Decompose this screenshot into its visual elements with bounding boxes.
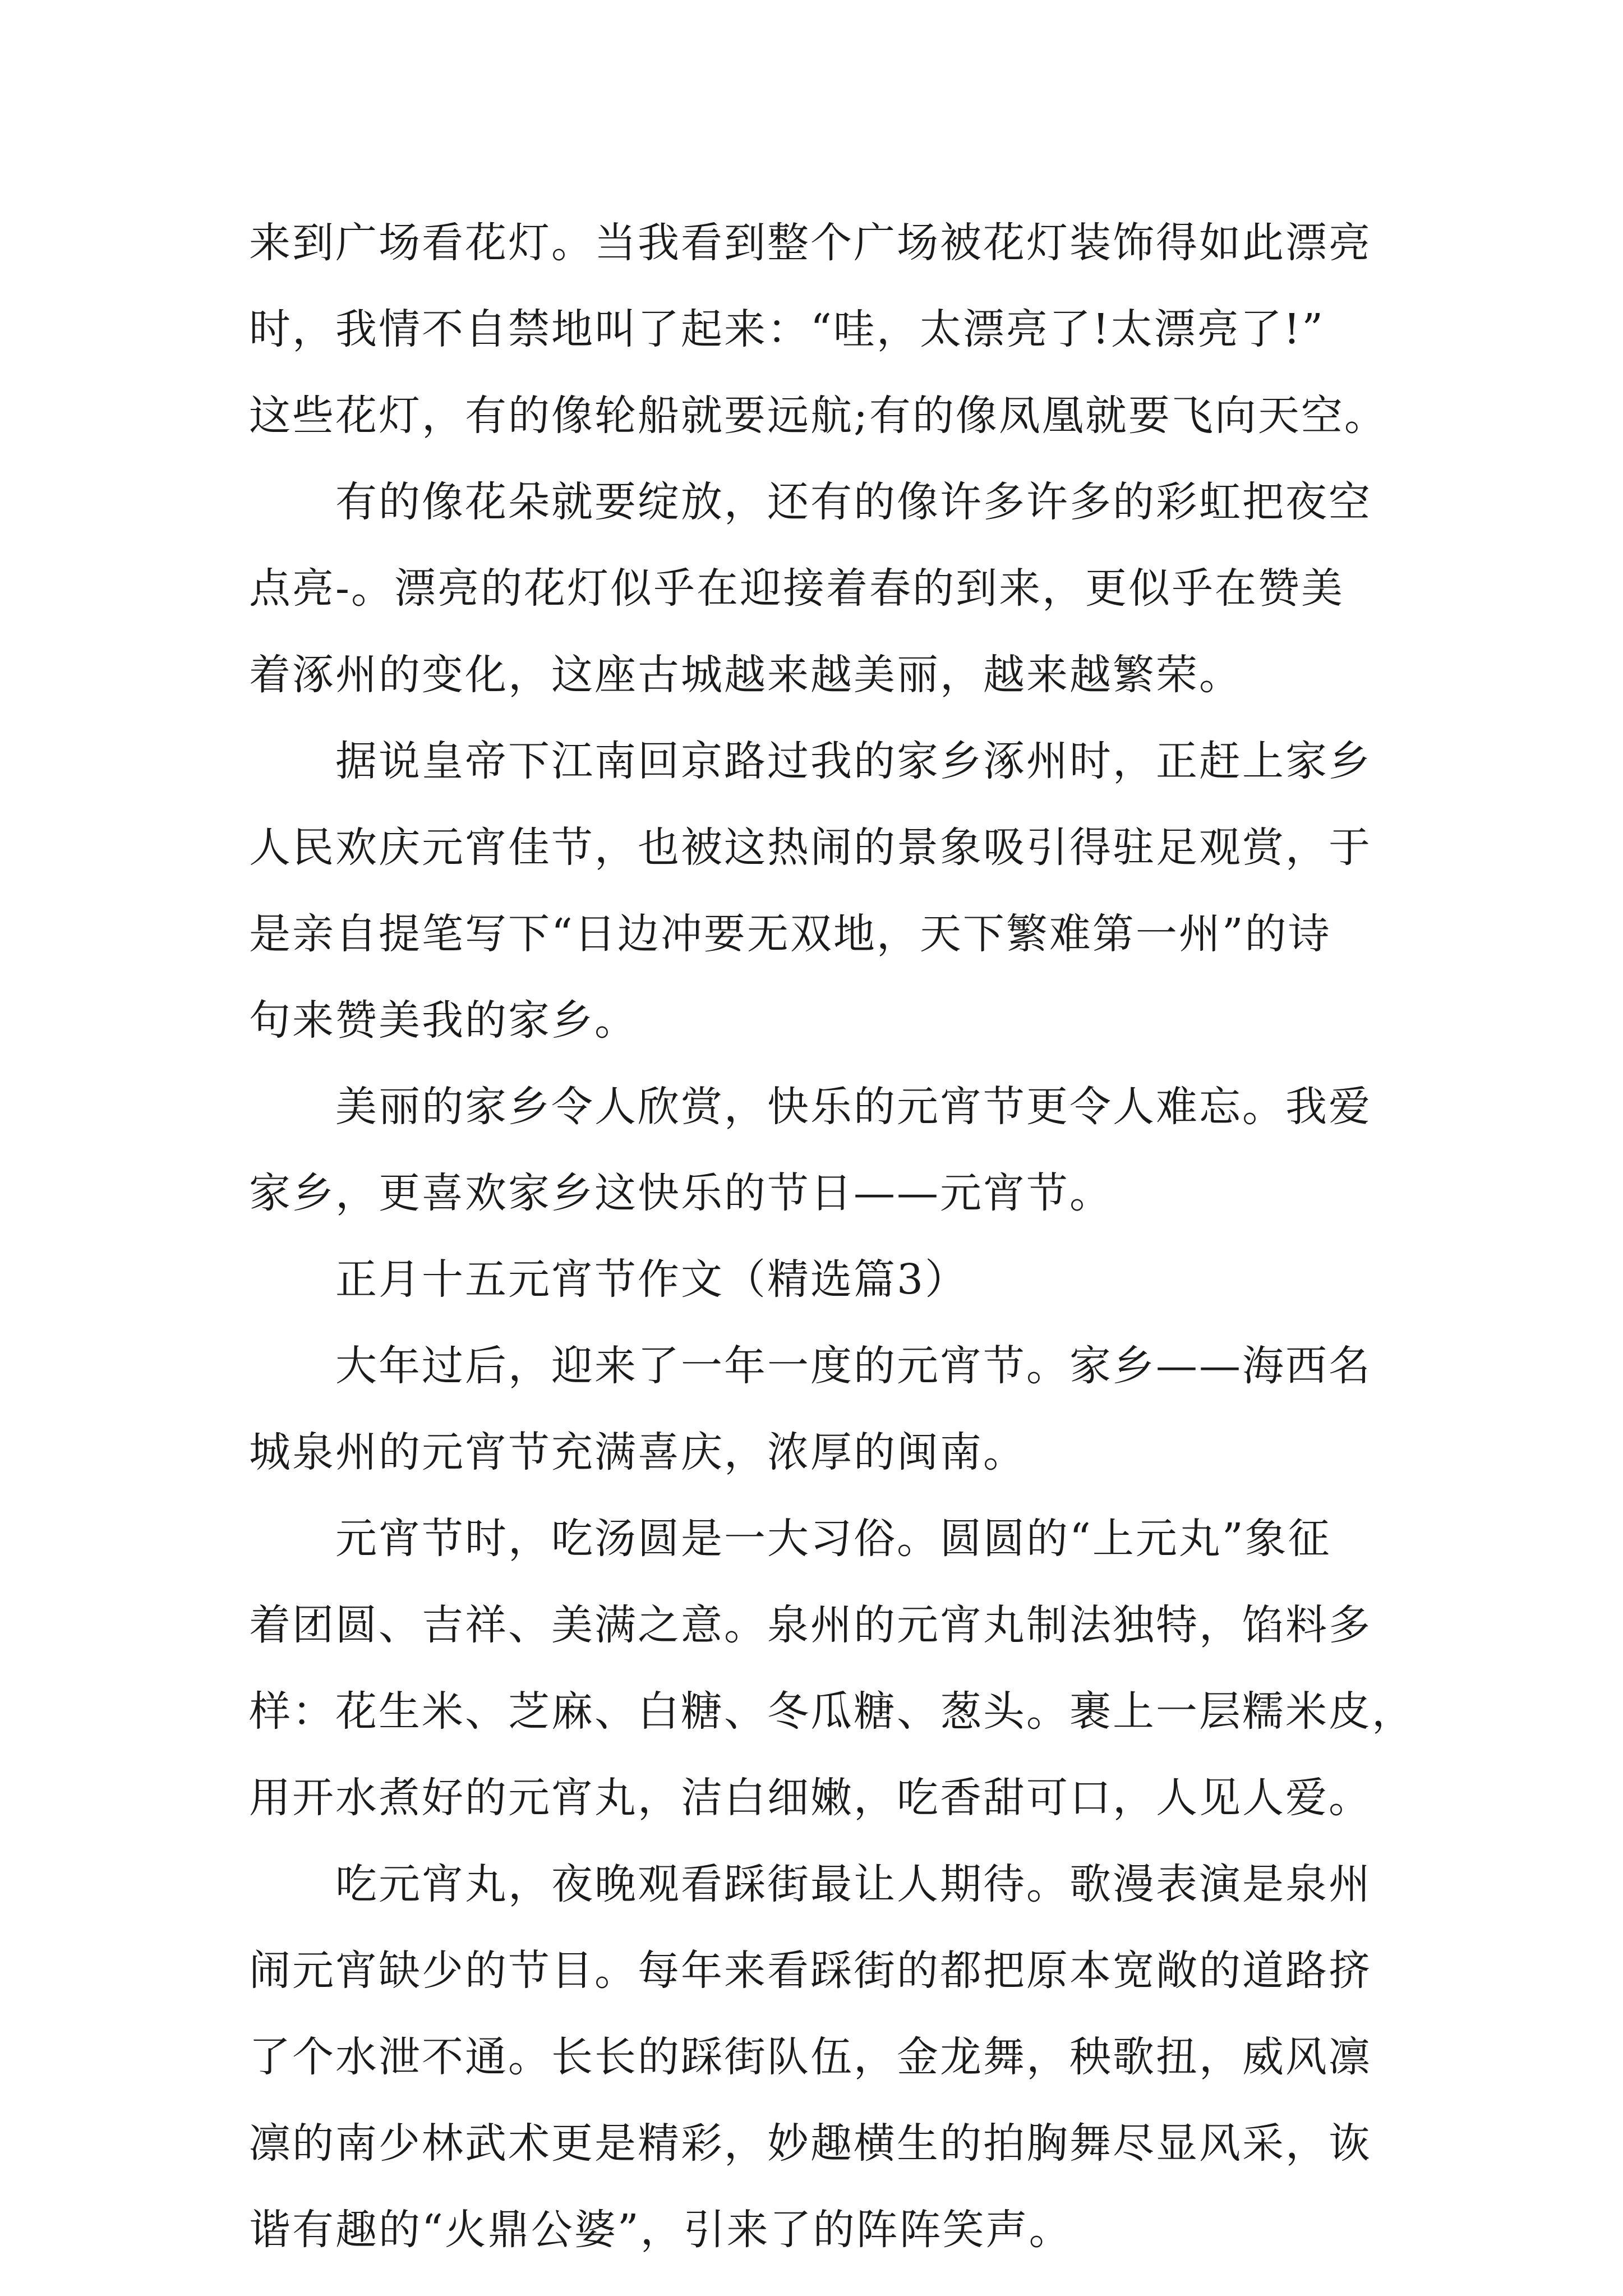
essay-text [249, 200, 1415, 2273]
section-heading [249, 1236, 1382, 1323]
text-line: 城泉州的元宵节充满喜庆，浓厚的闽南。 [249, 1428, 1026, 1476]
paragraph-5 [249, 1323, 1382, 1496]
text-line: 着涿州的变化，这座古城越来越美丽，越来越繁荣。 [249, 651, 1242, 699]
text-line: 谐有趣的“火鼎公婆”，引来了的阵阵笑声。 [249, 2206, 1072, 2254]
paragraph-2 [249, 459, 1382, 718]
text-line: 用开水煮好的元宵丸，洁白细嫩，吃香甜可口，人见人爱。 [249, 1774, 1372, 1822]
heading-line: 正月十五元宵节作文（精选篇3） [335, 1255, 969, 1304]
text-line: 样：花生米、芝麻、白糖、冬瓜糖、葱头。裹上一层糯米皮， [249, 1687, 1415, 1736]
paragraph-7 [249, 1841, 1382, 2273]
text-line: 美丽的家乡令人欣赏，快乐的元宵节更令人难忘。我爱 [335, 1083, 1372, 1131]
paragraph-3 [249, 718, 1382, 1064]
text-line: 有的像花朵就要绽放，还有的像许多许多的彩虹把夜空 [335, 478, 1372, 526]
text-line: 大年过后，迎来了一年一度的元宵节。家乡——海西名 [335, 1342, 1372, 1390]
text-line: 闹元宵缺少的节目。每年来看踩街的都把原本宽敞的道路挤 [249, 1947, 1372, 1995]
text-line: 吃元宵丸，夜晚观看踩街最让人期待。歌漫表演是泉州 [335, 1860, 1372, 1908]
text-line: 凛的南少林武术更是精彩，妙趣横生的拍胸舞尽显风采，诙 [249, 2119, 1372, 2168]
paragraph-4 [249, 1064, 1382, 1236]
text-line: 据说皇帝下江南回京路过我的家乡涿州时，正赶上家乡 [335, 737, 1372, 785]
text-line: 这些花灯，有的像轮船就要远航;有的像凤凰就要飞向天空。 [249, 392, 1387, 440]
text-line: 是亲自提笔写下“日边冲要无双地，天下繁难第一州”的诗 [249, 910, 1331, 958]
text-line: 元宵节时，吃汤圆是一大习俗。圆圆的“上元丸”象征 [335, 1515, 1331, 1563]
text-line: 句来赞美我的家乡。 [249, 996, 638, 1045]
text-line: 来到广场看花灯。当我看到整个广场被花灯装饰得如此漂亮 [249, 219, 1372, 267]
text-line: 家乡，更喜欢家乡这快乐的节日——元宵节。 [249, 1169, 1113, 1217]
text-line: 了个水泄不通。长长的踩街队伍，金龙舞，秧歌扭，威风凛 [249, 2033, 1372, 2081]
text-line: 时，我情不自禁地叫了起来：“哇，太漂亮了!太漂亮了!” [249, 305, 1325, 353]
paragraph-1 [249, 200, 1387, 459]
paragraph-6 [249, 1496, 1415, 1841]
text-line: 着团圆、吉祥、美满之意。泉州的元宵丸制法独特，馅料多 [249, 1601, 1372, 1649]
text-line: 点亮-。漂亮的花灯似乎在迎接着春的到来，更似乎在赞美 [249, 564, 1345, 613]
text-line: 人民欢庆元宵佳节，也被这热闹的景象吸引得驻足观赏，于 [249, 823, 1372, 872]
